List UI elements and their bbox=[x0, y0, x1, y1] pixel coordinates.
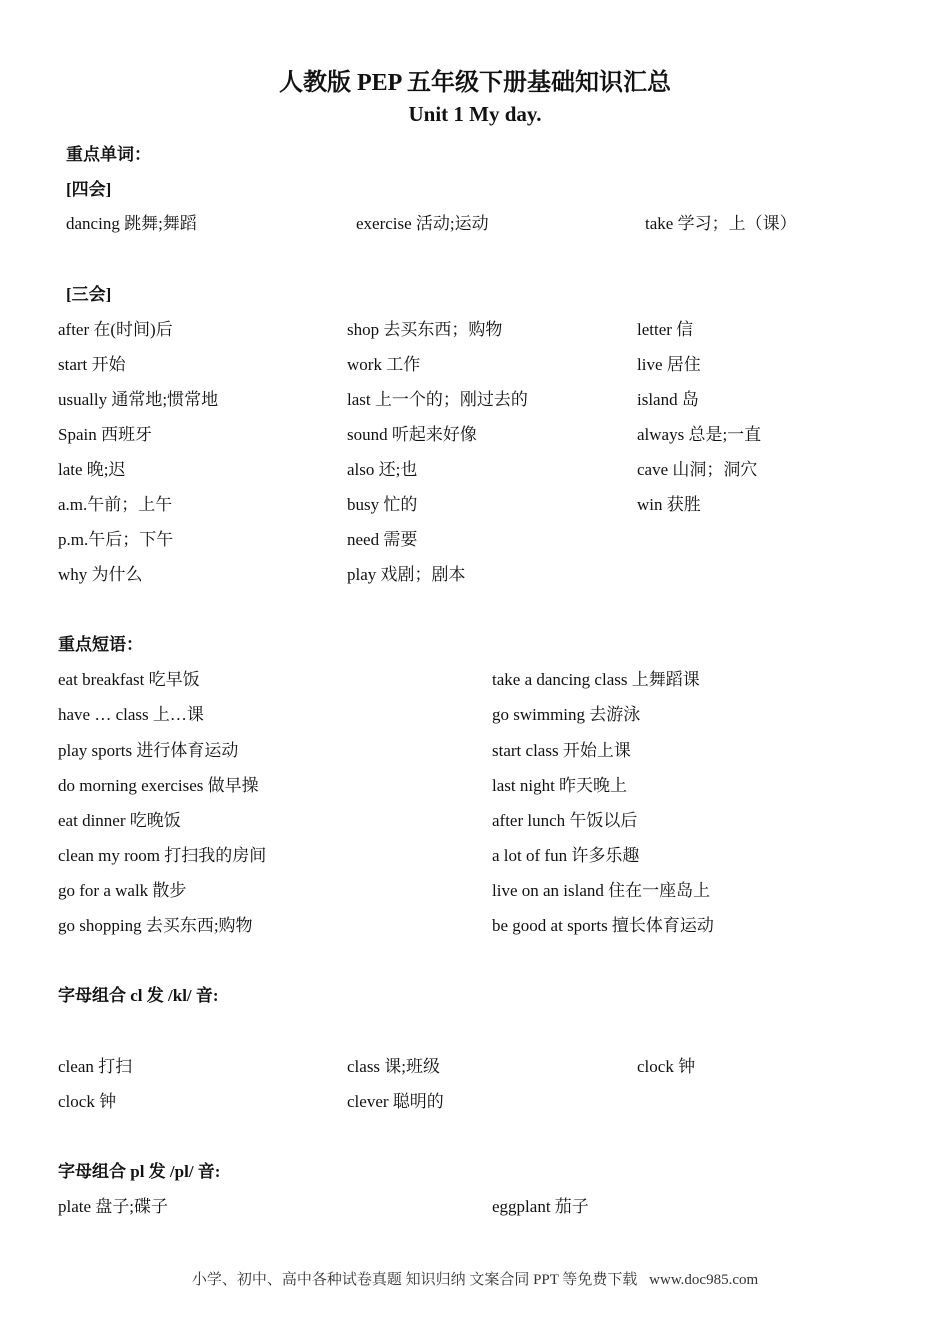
three-skill-word: also 还;也 bbox=[347, 460, 418, 479]
footer-url[interactable]: www.doc985.com bbox=[649, 1272, 759, 1288]
three-skill-word: busy 忙的 bbox=[347, 495, 418, 514]
three-skill-word: win 获胜 bbox=[637, 495, 701, 514]
phrase-item: take a dancing class 上舞蹈课 bbox=[492, 670, 700, 689]
phrases-heading: 重点短语： bbox=[58, 635, 143, 654]
phrase-item: have … class 上…课 bbox=[58, 705, 204, 724]
phrase-item: go for a walk 散步 bbox=[58, 881, 187, 900]
phrase-item: clean my room 打扫我的房间 bbox=[58, 846, 267, 865]
three-skill-word: letter 信 bbox=[637, 320, 694, 339]
four-skill-word: take 学习；上（课） bbox=[645, 214, 797, 233]
cl-word: clock 钟 bbox=[637, 1057, 696, 1076]
three-skill-word: always 总是;一直 bbox=[637, 425, 762, 444]
four-skill-word: dancing 跳舞;舞蹈 bbox=[66, 214, 197, 233]
phrase-item: play sports 进行体育运动 bbox=[58, 741, 239, 760]
three-skill-word: Spain 西班牙 bbox=[58, 425, 152, 444]
cl-heading: 字母组合 cl 发 /kl/ 音: bbox=[58, 986, 219, 1005]
footer-text: 小学、初中、高中各种试卷真题 知识归纳 文案合同 PPT 等免费下载 bbox=[191, 1272, 638, 1288]
three-skill-word: play 戏剧；剧本 bbox=[347, 565, 466, 584]
three-skill-word: sound 听起来好像 bbox=[347, 425, 477, 444]
phrase-item: start class 开始上课 bbox=[492, 741, 631, 760]
phrase-item: be good at sports 擅长体育运动 bbox=[492, 916, 714, 935]
cl-word: class 课;班级 bbox=[347, 1057, 441, 1076]
three-skill-word: late 晚;迟 bbox=[58, 460, 126, 479]
three-skill-word: p.m.午后；下午 bbox=[58, 530, 174, 549]
phrase-item: a lot of fun 许多乐趣 bbox=[492, 846, 640, 865]
four-skill-word: exercise 活动;运动 bbox=[356, 214, 489, 233]
pl-heading: 字母组合 pl 发 /pl/ 音: bbox=[58, 1162, 221, 1181]
phrase-item: last night 昨天晚上 bbox=[492, 776, 628, 795]
three-skill-word: work 工作 bbox=[347, 355, 421, 374]
cl-word: clever 聪明的 bbox=[347, 1092, 444, 1111]
phrase-item: live on an island 住在一座岛上 bbox=[492, 881, 711, 900]
four-skill-heading: [四会] bbox=[66, 180, 112, 199]
phrase-item: after lunch 午饭以后 bbox=[492, 811, 638, 830]
three-skill-word: usually 通常地;惯常地 bbox=[58, 390, 219, 409]
three-skill-word: a.m.午前；上午 bbox=[58, 495, 173, 514]
three-skill-word: last 上一个的；刚过去的 bbox=[347, 390, 528, 409]
three-skill-word: need 需要 bbox=[347, 530, 418, 549]
phrase-item: go shopping 去买东西;购物 bbox=[58, 916, 253, 935]
phrase-item: do morning exercises 做早操 bbox=[58, 776, 259, 795]
cl-word: clean 打扫 bbox=[58, 1057, 133, 1076]
phrase-item: eat breakfast 吃早饭 bbox=[58, 670, 200, 689]
page-title: 人教版 PEP 五年级下册基础知识汇总 bbox=[278, 70, 671, 96]
three-skill-word: shop 去买东西；购物 bbox=[347, 320, 503, 339]
page-footer bbox=[0, 1268, 950, 1289]
unit-title: Unit 1 My day. bbox=[408, 102, 542, 126]
key-words-heading: 重点单词： bbox=[66, 145, 151, 164]
three-skill-heading: [三会] bbox=[66, 285, 112, 304]
three-skill-word: island 岛 bbox=[637, 390, 699, 409]
pl-word: eggplant 茄子 bbox=[492, 1197, 589, 1216]
three-skill-word: why 为什么 bbox=[58, 565, 143, 584]
three-skill-word: after 在(时间)后 bbox=[58, 320, 173, 339]
three-skill-word: start 开始 bbox=[58, 355, 126, 374]
pl-word: plate 盘子;碟子 bbox=[58, 1197, 169, 1216]
three-skill-word: live 居住 bbox=[637, 355, 701, 374]
three-skill-word: cave 山洞；洞穴 bbox=[637, 460, 758, 479]
phrase-item: eat dinner 吃晚饭 bbox=[58, 811, 181, 830]
cl-word: clock 钟 bbox=[58, 1092, 117, 1111]
phrase-item: go swimming 去游泳 bbox=[492, 705, 641, 724]
